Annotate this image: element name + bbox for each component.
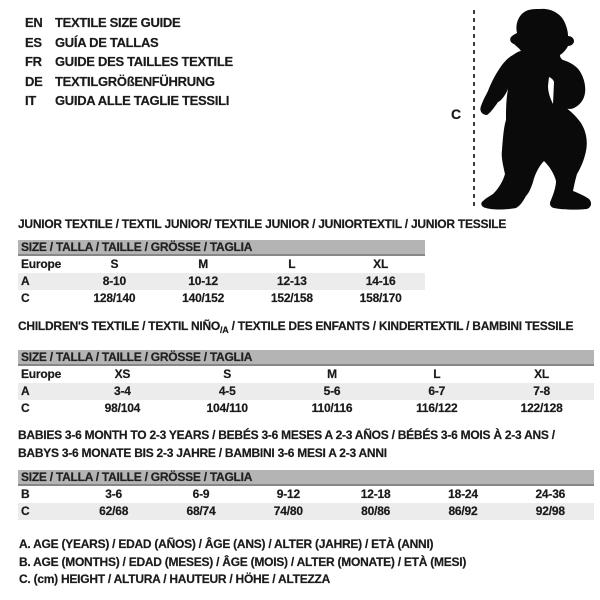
size-header-bar: SIZE / TALLA / TAILLE / GRÖSSE / TAGLIA (18, 350, 594, 366)
size-cell: L (433, 367, 441, 381)
row-label: C (21, 291, 30, 305)
value-cell: 7-8 (533, 384, 550, 398)
language-label: TEXTILGRÖßENFÜHRUNG (55, 73, 215, 89)
height-measure-dashed-line (473, 10, 475, 207)
value-cell: 12-13 (277, 274, 307, 288)
value-cell: 80/86 (361, 504, 391, 518)
value-cell: 62/68 (99, 504, 129, 518)
value-cell: 24-36 (535, 487, 566, 501)
value-cell: 122/128 (520, 401, 563, 415)
value-cell: 128/140 (93, 291, 136, 305)
footnote-b: B. AGE (MONTHS) / EDAD (MESES) / ÂGE (MOIS) / ALTER (MONATE) / ETÀ (MESI) (19, 554, 467, 569)
value-cell: 68/74 (186, 504, 216, 518)
row-label: A (21, 384, 30, 398)
row-label: Europe (21, 367, 62, 381)
row-label: C (21, 401, 30, 415)
value-cell: 74/80 (273, 504, 303, 518)
size-cell: L (288, 257, 296, 271)
legend-footnotes (19, 536, 466, 589)
value-cell: 6-7 (428, 384, 446, 398)
size-cell: XL (373, 257, 389, 271)
table-row (18, 256, 425, 273)
table-title: JUNIOR TEXTILE / TEXTIL JUNIOR/ TEXTILE JUNIOR / JUNIORTEXTIL / JUNIOR TESSILE (18, 217, 507, 231)
table-row (18, 290, 425, 307)
language-code: EN (25, 15, 43, 30)
footnote-a: A. AGE (YEARS) / EDAD (AÑOS) / ÂGE (ANS) / ALTER (JAHRE) / ETÀ (ANNI) (19, 537, 434, 551)
table-row (18, 486, 594, 503)
value-cell: 3-4 (114, 384, 131, 398)
language-label: GUÍA DE TALLAS (55, 34, 159, 50)
language-title-list (25, 13, 233, 111)
value-cell: 14-16 (365, 274, 396, 288)
title-subscript: /A (219, 325, 229, 335)
value-cell: 5-6 (323, 384, 341, 398)
language-label: GUIDE DES TAILLES TEXTILE (55, 54, 233, 70)
row-label: A (21, 274, 30, 288)
value-cell: 6-9 (192, 487, 210, 501)
value-cell: 86/92 (448, 504, 478, 518)
value-cell: 92/98 (535, 504, 565, 518)
table-title (18, 320, 594, 336)
table-row (18, 503, 594, 520)
title-text: / TEXTILE DES ENFANTS / KINDERTEXTIL / BAMBINI TESSILE (228, 319, 574, 333)
language-row-it (25, 91, 233, 111)
value-cell: 140/152 (182, 291, 225, 305)
language-row-de (25, 72, 233, 92)
table-row (18, 273, 425, 290)
value-cell: 110/116 (311, 401, 353, 415)
value-cell: 9-12 (276, 487, 300, 501)
value-cell: 10-12 (188, 274, 218, 288)
size-cell: XS (114, 367, 131, 381)
language-row-fr (25, 52, 233, 72)
value-cell: 104/110 (206, 401, 248, 415)
value-cell: 158/170 (359, 291, 402, 305)
row-label: C (21, 504, 30, 518)
size-header-bar: SIZE / TALLA / TAILLE / GRÖSSE / TAGLIA (18, 240, 425, 256)
babies-textile-table (18, 427, 594, 520)
language-label: GUIDA ALLE TAGLIE TESSILI (55, 93, 230, 109)
value-cell: 116/122 (416, 401, 458, 415)
value-cell: 3-6 (105, 487, 123, 501)
language-code: FR (25, 54, 42, 70)
value-cell: 18-24 (448, 487, 478, 501)
size-cell: XL (534, 367, 550, 381)
value-cell: 12-18 (360, 487, 391, 501)
height-c-label: C (451, 106, 462, 122)
language-code: ES (25, 34, 42, 50)
junior-textile-table (18, 217, 507, 307)
table-title-line1: BABIES 3-6 MONTH TO 2-3 YEARS / BEBÉS 3-6 MESES A 2-3 AÑOS / BÉBÉS 3-6 MOIS À 2-3 ANS / (18, 428, 555, 442)
row-label: B (21, 487, 30, 501)
size-cell: S (110, 257, 119, 271)
language-row-en (25, 13, 233, 33)
childrens-textile-table (18, 320, 594, 417)
table-row (18, 400, 594, 417)
row-label: Europe (21, 257, 62, 271)
language-label: TEXTILE SIZE GUIDE (55, 15, 181, 30)
value-cell: 8-10 (102, 274, 126, 288)
size-cell: M (198, 257, 209, 271)
value-cell: 4-5 (218, 384, 236, 398)
size-cell: M (327, 367, 337, 381)
table-row (18, 366, 594, 383)
language-code: DE (25, 73, 43, 89)
language-row-es (25, 33, 233, 53)
title-text: CHILDREN'S TEXTILE / TEXTIL NIÑO (18, 319, 220, 333)
table-title-line2: BABYS 3-6 MONATE BIS 2-3 JAHRE / BAMBINI 3-6 MESI A 2-3 ANNI (18, 445, 387, 460)
table-row (18, 383, 594, 400)
value-cell: 98/104 (104, 401, 141, 415)
language-code: IT (25, 93, 36, 109)
size-header-bar: SIZE / TALLA / TAILLE / GRÖSSE / TAGLIA (18, 470, 594, 486)
size-cell: S (223, 367, 232, 381)
value-cell: 152/158 (270, 291, 313, 305)
baby-silhouette-image (478, 5, 594, 211)
footnote-c: C. (cm) HEIGHT / ALTURA / HAUTEUR / HÖHE / ALTEZZA (19, 572, 331, 587)
